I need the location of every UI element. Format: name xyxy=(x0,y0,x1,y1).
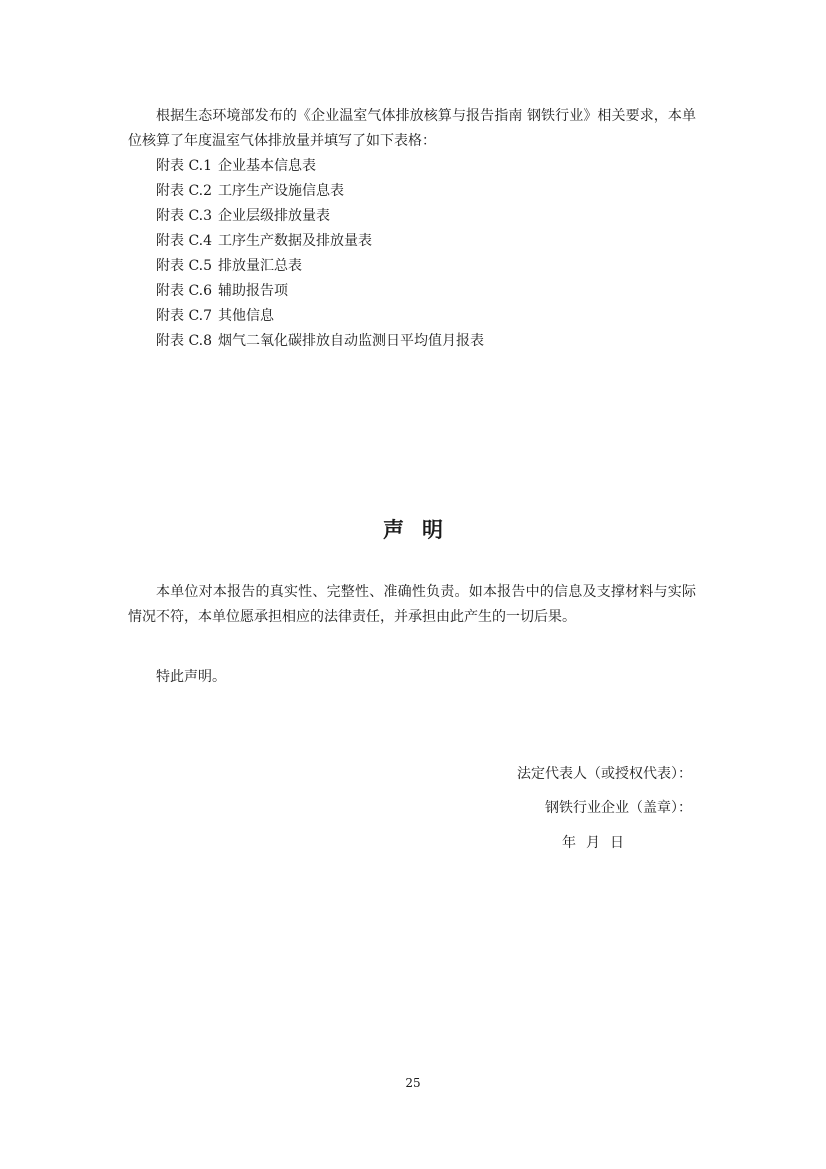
date-line xyxy=(562,832,634,854)
appendix-title: 工序生产数据及排放量表 xyxy=(218,233,373,249)
appendix-title: 辅助报告项 xyxy=(218,283,289,299)
appendix-code: 附表 C.6 xyxy=(156,283,213,299)
date-year-label: 年 xyxy=(562,835,576,851)
appendix-code: 附表 C.5 xyxy=(156,258,213,274)
appendix-item xyxy=(156,229,484,254)
appendix-code: 附表 C.7 xyxy=(156,308,213,324)
date-month-label: 月 xyxy=(586,835,600,851)
appendix-code: 附表 C.3 xyxy=(156,208,213,224)
appendix-code: 附表 C.2 xyxy=(156,183,213,199)
appendix-item xyxy=(156,204,484,229)
appendix-title: 其他信息 xyxy=(218,308,275,324)
representative-signature-line: 法定代表人（或授权代表）： xyxy=(517,766,692,782)
appendix-code: 附表 C.1 xyxy=(156,158,213,174)
appendix-item xyxy=(156,254,484,279)
declaration-title: 声明 xyxy=(383,517,461,542)
appendix-code: 附表 C.8 xyxy=(156,333,213,349)
appendix-title: 工序生产设施信息表 xyxy=(218,183,345,199)
page-number: 25 xyxy=(405,1076,421,1090)
appendix-title: 排放量汇总表 xyxy=(218,258,303,274)
appendix-item xyxy=(156,304,484,329)
appendix-item xyxy=(156,179,484,204)
declaration-body: 本单位对本报告的真实性、完整性、准确性负责。如本报告中的信息及支撑材料与实际情况不符，本单位愿承担相应的法律责任，并承担由此产生的一切后果。 xyxy=(128,584,696,625)
enterprise-seal-line: 钢铁行业企业（盖章）： xyxy=(545,800,692,816)
appendix-item xyxy=(156,279,484,304)
appendix-title: 企业层级排放量表 xyxy=(218,208,331,224)
date-day-label: 日 xyxy=(610,835,624,851)
appendix-item xyxy=(156,154,484,179)
appendix-title: 烟气二氧化碳排放自动监测日平均值月报表 xyxy=(218,333,485,349)
appendix-list xyxy=(156,154,484,354)
appendix-title: 企业基本信息表 xyxy=(218,158,317,174)
appendix-code: 附表 C.4 xyxy=(156,233,213,249)
intro-paragraph: 根据生态环境部发布的《企业温室气体排放核算与报告指南 钢铁行业》相关要求，本单位核算了年度温室气体排放量并填写了如下表格： xyxy=(128,108,696,149)
declaration-closing: 特此声明。 xyxy=(156,669,226,685)
appendix-item xyxy=(156,329,484,354)
